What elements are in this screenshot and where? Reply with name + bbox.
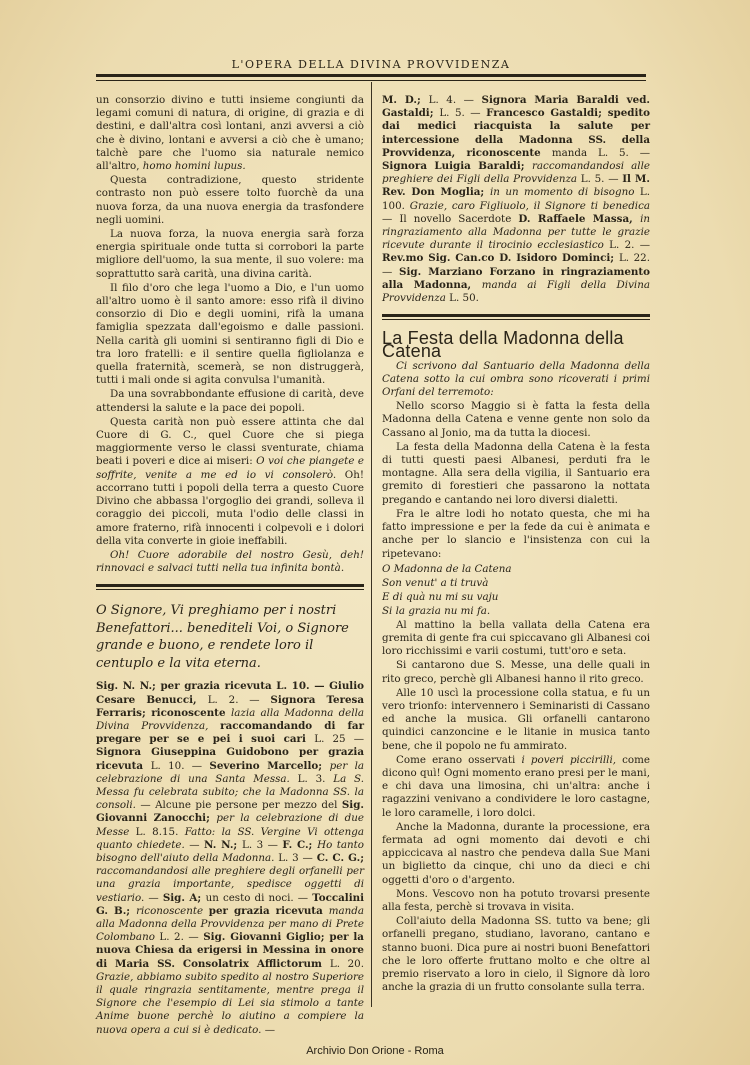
verse-line: Son venut' a ti truvà (382, 576, 489, 589)
donation-amount: L. 2. — (159, 931, 204, 944)
right-column (382, 94, 650, 995)
donation-note: in ringraziamento alla Madonna per tutte le grazie ricevute durante il tirocinio ecclesiastico (382, 212, 650, 252)
donor-name: N. N.; (203, 838, 242, 851)
donation-note: per la celebrazione di due Messe (96, 812, 364, 838)
donation-amount: L. 22. — (382, 252, 650, 278)
paragraph: Si cantarono due S. Messe, una delle quali in rito greco, perchè gli Albanesi hanno il rito greco. (382, 659, 650, 685)
donor-name: Signora Luigia Baraldi; (382, 160, 532, 173)
donation-amount: L. 2. — (609, 239, 650, 252)
paragraph: Questa contradizione, questo stridente contrasto non può essere tolto fuorchè da una nuova forza, da una nuova energia da trasfondere negli uomini. (96, 174, 364, 226)
donation-amount: L. 10. — (150, 759, 210, 772)
paragraph-invocation: Oh! Cuore adorabile del nostro Gesù, deh! rinnovaci e salvaci tutti nella tua infinita bontà. (96, 548, 364, 575)
donor-name: Francesco Gastaldi; spedito dai medici riacquista la salute per intercessione della Madonna SS. della Provvidenza, riconoscente (382, 107, 650, 159)
donor-name: Sig. N. N.; per grazia ricevuta L. 10. — Giulio Cesare Benucci, (96, 680, 364, 706)
running-header: L'OPERA DELLA DIVINA PROVVIDENZA (231, 58, 511, 71)
benefactors-prayer: O Signore, Vi preghiamo per i nostri Benefattori... benediteli Voi, o Signore grande e buono, e rendete loro il centuplo e la vita eterna. (96, 603, 349, 671)
section-rule (96, 584, 364, 587)
donor-name: Sig. Marziano Forzano in ringraziamento alla Madonna, (382, 265, 651, 291)
donation-note: per la celebrazione di una Santa Messa. (96, 759, 365, 785)
donation-amount: L. 3. (297, 772, 334, 785)
donor-name: Rev.mo Sig. Can.co D. Isidoro Dominci; (382, 252, 619, 265)
paragraph: Da una sovrabbondante effusione di carità, deve attendersi la salute e la pace dei popoli. (96, 388, 364, 414)
section-rule-thin (382, 319, 650, 320)
donation-note: riconoscente (136, 904, 209, 917)
donation-amount: L. 100. (382, 186, 650, 212)
donation-note: manda ai Figli della Divina Provvidenza (382, 278, 650, 305)
donation-amount: L. 5. — (439, 107, 487, 120)
hymn-verse (382, 562, 650, 618)
donation-amount: un cesto di noci. — (205, 891, 313, 904)
donation-note: manda alla Madonna della Provvidenza per mano di Prete Colombano (96, 904, 364, 944)
paragraph: Il filo d'oro che lega l'uomo a Dio, e l'un uomo all'altro uomo è il santo amore: esso rifà il divino consorzio di Dio e degli uomini, rifà la umana famiglia spezzata dall'egoismo e dalle passioni. Nella carità gli uomini si sentiranno figli di Dio e tra loro fratelli: e il sentire quella figliolanza e quella fraternità, scemerà, se non distruggerà, tutti i mali onde si agita convulsa l'umanità. (96, 281, 364, 387)
archive-footer: Archivio Don Orione - Roma (306, 1045, 444, 1057)
left-column (96, 94, 364, 1038)
donor-name: Signora Teresa Ferraris; riconoscente (96, 693, 365, 719)
donation-amount: — (189, 838, 204, 851)
donor-name: F. C.; (282, 838, 318, 851)
donor-name: Signora Maria Baraldi ved. Gastaldi; (382, 94, 650, 120)
donor-name: D. Raffaele Massa, (518, 212, 641, 225)
paragraph: Al mattino la bella vallata della Catena era gremita di gente fra cui spiccavano gli Albanesi coi loro ricchissimi e varii costumi, tutt'oro e seta. (382, 618, 650, 658)
section-rule (382, 314, 650, 317)
donation-note: Ho tanto bisogno dell'aiuto della Madonna. (96, 838, 365, 864)
donations-list-continued (382, 94, 650, 305)
donation-amount: L. 2. — (207, 693, 271, 706)
donor-name: raccomandando di far pregare per se e pei i suoi cari (96, 719, 364, 746)
donor-name: Severino Marcello; (209, 759, 330, 772)
donation-note: lazia alla Madonna della Divina Provvidenza, (96, 706, 364, 732)
verse-line: E di quà nu mi su vaju (382, 590, 499, 603)
donation-note: Grazie, caro Figliuolo, il Signore ti benedica (409, 199, 650, 212)
paragraph: un consorzio divino e tutti insieme congiunti da legami comuni di natura, di origine, di grazia e di destini, e dall'altra così lontani, anzi avversi a ciò che è divino, lontani e avversi a ciò che è umano; talchè pare che l'uomo sia naturale nemico all'altro, homo homini lupus. (96, 94, 364, 173)
donor-name: C. C. G.; (316, 851, 364, 864)
header-rule-thin (96, 80, 646, 81)
verse-line: Si la grazia nu mi fa. (382, 604, 491, 617)
section-rule-thin (96, 589, 364, 590)
paragraph: Mons. Vescovo non ha potuto trovarsi presente alla festa, perchè si trovava in visita. (382, 887, 650, 913)
donation-amount: — Il novello Sacerdote (382, 212, 519, 225)
column-separator (371, 82, 372, 1007)
donation-amount: L. 20. (329, 957, 365, 970)
donation-amount: manda L. 5. — (551, 146, 650, 159)
donor-name: Il M. Rev. Don Moglia; (382, 173, 650, 199)
donor-name: Sig. Giovanni Zanocchi; (96, 799, 364, 825)
donation-amount: — Alcune pie persone per mezzo del (140, 799, 342, 812)
donation-note: Fatto: la SS. Vergine Vi ottenga quanto chiedete. (96, 825, 364, 851)
donor-name: per grazia ricevuta (208, 904, 329, 917)
donation-note: in un momento di bisogno (489, 186, 640, 199)
paragraph: Alle 10 uscì la processione colla statua, e fu un vero trionfo: intervennero i Seminaristi di Cassano ed anche la musica. Gli orfanelli cantarono quindici canzoncine e le litanie in musica tanto bene, che il popolo ne fu ammirato. (382, 686, 650, 752)
donation-amount: — (148, 891, 163, 904)
donation-amount: — (264, 1023, 275, 1036)
paragraph: Nello scorso Maggio si è fatta la festa della Madonna della Catena e venne gente non solo da Cassano al Jonio, ma da tutta la diocesi. (382, 400, 650, 439)
donation-note: Grazie, abbiamo subito spedito al nostro Superiore il quale ringrazia sentitamente, mentre prega il Signore che l'esempio di Lei sia stimolo a tante Anime buone perchè lo aiutino a compiere la nuova opera a cui si è dedicato. (96, 970, 364, 1036)
donation-amount: L. 50. (449, 292, 479, 305)
donations-list (96, 680, 364, 1036)
donor-name: Sig. Giovanni Giglio; per la nuova Chiesa da erigersi in Messina in onore di Maria SS. Consolatrix Afflictorum (96, 931, 364, 970)
paragraph: Come erano osservati i poveri piccirilli, come dicono quì! Ogni momento erano presi per le mani, e chi dava una limosina, chi un'altra: anche i ragazzini venivano a condividere le loro castagne, le loro caramelle, i loro dolci. (382, 753, 650, 819)
donation-amount: L. 4. — (428, 94, 482, 106)
donation-note: raccomandandosi alle preghiere dei Figli della Provvidenza (382, 160, 650, 186)
paragraph: La festa della Madonna della Catena è la festa di tutti questi paesi Albanesi, perduti fra le montagne. Alla sera della vigilia, il Santuario era gremito di forestieri che passarono la nottata pregando e cantando nei loro diversi dialetti. (382, 440, 650, 506)
paragraph: La nuova forza, la nuova energia sarà forza energia spirituale onde tutta si corrobori la parte migliore dell'uomo, la sua mente, il suo volere: ma soprattutto sarà carità, una divina carità. (96, 228, 364, 280)
header-rule (96, 74, 646, 77)
donation-amount: L. 8.15. (135, 825, 185, 838)
donor-name: Sig. A; (162, 891, 206, 904)
donation-amount: L. 25 — (314, 733, 364, 746)
paragraph: Fra le altre lodi ho notato questa, che mi ha fatto impressione e per la fede da cui è animata e anche per lo slancio e l'insistenza con cui la ripetevano: (382, 507, 650, 560)
donation-amount: L. 3 — (242, 838, 283, 851)
article-title: La Festa della Madonna della Catena (382, 328, 624, 362)
paragraph: Anche la Madonna, durante la processione, era fermata ad ogni momento dai devoti e chi appiccicava al nastro che pendeva dalla Sue Mani un biglietto da cinque, chi uno da dieci e chi oggetti d'oro o d'argento. (382, 820, 650, 886)
donation-amount: L. 3 — (278, 851, 317, 864)
donation-note: raccomandandosi alle preghiere degli orfanelli per una grazia importante, spedisce oggetti di vestiario. (96, 865, 364, 904)
donor-name: Signora Giuseppina Guidobono per grazia ricevuta (96, 746, 364, 772)
verse-line: O Madonna de la Catena (382, 562, 512, 575)
donor-name: M. D.; (382, 94, 429, 106)
paragraph: Questa carità non può essere attinta che dal Cuore di G. C., quel Cuore che si piega maggiormente verso le classi sventurate, chiama beati i poveri e dice ai miseri: O voi che piangete e soffrite, venite a me ed io vi consolerò. Oh! accorrano tutti i popoli della terra a questo Cuore Divino che abbassa l'orgoglio dei grandi, solleva il coraggio dei piccoli, muta l'odio delle classi in amore fraterno, rifà innocenti i colpevoli e i dolori della vita converte in gioie ineffabili. (96, 415, 364, 547)
article-subtitle: Ci scrivono dal Santuario della Madonna della Catena sotto la cui ombra sono ricoverati i primi Orfani del terremoto: (382, 359, 650, 399)
paragraph: Coll'aiuto della Madonna SS. tutto va bene; gli orfanelli pregano, studiano, lavorano, cantano e stanno buoni. Dica pure ai nostri buoni Benefattori che le loro offerte fruttano molto e che oltre al premio riservato a loro in cielo, il Signore dà loro anche la grazia di un frutto consolante sulla terra. (382, 915, 650, 994)
donor-name: Toccalini G. B.; (96, 891, 364, 917)
donation-note: La S. Messa fu celebrata subito; che la Madonna SS. la consoli. (96, 772, 364, 812)
donation-amount: L. 5. — (580, 173, 623, 186)
